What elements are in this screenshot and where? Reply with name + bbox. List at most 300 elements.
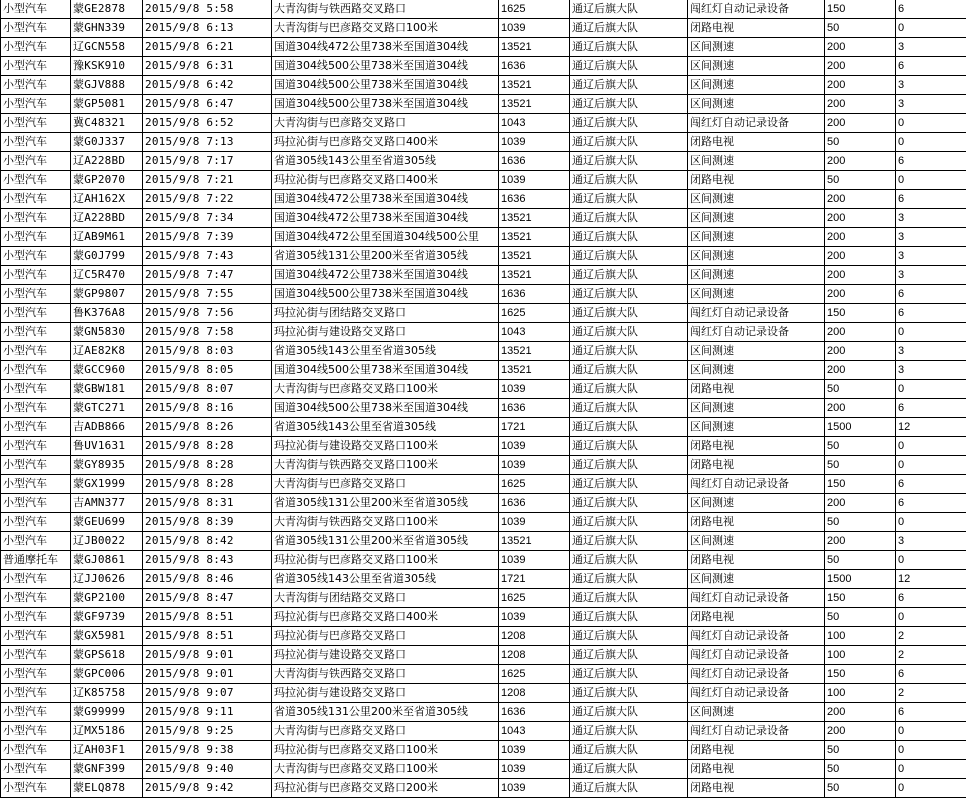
capture-method-cell[interactable]: 区间测速	[688, 703, 825, 722]
violation-code-cell[interactable]: 1208	[499, 627, 570, 646]
location-cell[interactable]: 国道304线500公里738米至国道304线	[272, 285, 499, 304]
brigade-cell[interactable]: 通辽后旗大队	[570, 475, 688, 494]
points-cell[interactable]: 0	[896, 114, 966, 133]
location-cell[interactable]: 大青沟街与团结路交叉路口	[272, 589, 499, 608]
points-cell[interactable]: 0	[896, 760, 966, 779]
datetime-cell[interactable]: 2015/9/8 8:51	[143, 608, 272, 627]
capture-method-cell[interactable]: 区间测速	[688, 399, 825, 418]
datetime-cell[interactable]: 2015/9/8 7:21	[143, 171, 272, 190]
violation-code-cell[interactable]: 1039	[499, 741, 570, 760]
location-cell[interactable]: 省道305线143公里至省道305线	[272, 418, 499, 437]
location-cell[interactable]: 国道304线472公里至国道304线500公里	[272, 228, 499, 247]
capture-method-cell[interactable]: 闭路电视	[688, 437, 825, 456]
capture-method-cell[interactable]: 区间测速	[688, 266, 825, 285]
plate-number-cell[interactable]: 辽AH03F1	[71, 741, 143, 760]
violation-code-cell[interactable]: 1043	[499, 323, 570, 342]
fine-amount-cell[interactable]: 150	[825, 0, 896, 19]
points-cell[interactable]: 3	[896, 38, 966, 57]
capture-method-cell[interactable]: 闭路电视	[688, 608, 825, 627]
vehicle-type-cell[interactable]: 小型汽车	[1, 722, 71, 741]
violation-code-cell[interactable]: 1039	[499, 608, 570, 627]
plate-number-cell[interactable]: 蒙GNF399	[71, 760, 143, 779]
fine-amount-cell[interactable]: 200	[825, 247, 896, 266]
location-cell[interactable]: 大青沟街与巴彦路交叉路口100米	[272, 760, 499, 779]
capture-method-cell[interactable]: 闭路电视	[688, 380, 825, 399]
location-cell[interactable]: 大青沟街与巴彦路交叉路口	[272, 114, 499, 133]
violation-code-cell[interactable]: 1039	[499, 171, 570, 190]
capture-method-cell[interactable]: 区间测速	[688, 418, 825, 437]
vehicle-type-cell[interactable]: 小型汽车	[1, 456, 71, 475]
capture-method-cell[interactable]: 闭路电视	[688, 133, 825, 152]
violation-code-cell[interactable]: 1039	[499, 19, 570, 38]
fine-amount-cell[interactable]: 50	[825, 513, 896, 532]
points-cell[interactable]: 6	[896, 285, 966, 304]
location-cell[interactable]: 大青沟街与铁西路交叉路口100米	[272, 513, 499, 532]
location-cell[interactable]: 省道305线143公里至省道305线	[272, 152, 499, 171]
brigade-cell[interactable]: 通辽后旗大队	[570, 19, 688, 38]
datetime-cell[interactable]: 2015/9/8 8:28	[143, 475, 272, 494]
violation-code-cell[interactable]: 1625	[499, 475, 570, 494]
brigade-cell[interactable]: 通辽后旗大队	[570, 209, 688, 228]
points-cell[interactable]: 3	[896, 266, 966, 285]
points-cell[interactable]: 0	[896, 133, 966, 152]
location-cell[interactable]: 大青沟街与巴彦路交叉路口	[272, 475, 499, 494]
capture-method-cell[interactable]: 闯红灯自动记录设备	[688, 475, 825, 494]
points-cell[interactable]: 0	[896, 741, 966, 760]
fine-amount-cell[interactable]: 150	[825, 665, 896, 684]
capture-method-cell[interactable]: 区间测速	[688, 95, 825, 114]
brigade-cell[interactable]: 通辽后旗大队	[570, 304, 688, 323]
points-cell[interactable]: 0	[896, 19, 966, 38]
location-cell[interactable]: 大青沟街与铁西路交叉路口	[272, 665, 499, 684]
violation-code-cell[interactable]: 13521	[499, 209, 570, 228]
points-cell[interactable]: 3	[896, 361, 966, 380]
violation-code-cell[interactable]: 1721	[499, 570, 570, 589]
vehicle-type-cell[interactable]: 普通摩托车	[1, 551, 71, 570]
points-cell[interactable]: 6	[896, 589, 966, 608]
location-cell[interactable]: 省道305线131公里200米至省道305线	[272, 703, 499, 722]
location-cell[interactable]: 省道305线143公里至省道305线	[272, 570, 499, 589]
location-cell[interactable]: 玛拉沁街与巴彦路交叉路口400米	[272, 133, 499, 152]
vehicle-type-cell[interactable]: 小型汽车	[1, 532, 71, 551]
plate-number-cell[interactable]: 蒙GPS618	[71, 646, 143, 665]
brigade-cell[interactable]: 通辽后旗大队	[570, 323, 688, 342]
capture-method-cell[interactable]: 区间测速	[688, 342, 825, 361]
points-cell[interactable]: 0	[896, 608, 966, 627]
brigade-cell[interactable]: 通辽后旗大队	[570, 665, 688, 684]
brigade-cell[interactable]: 通辽后旗大队	[570, 779, 688, 798]
violation-code-cell[interactable]: 1039	[499, 551, 570, 570]
vehicle-type-cell[interactable]: 小型汽车	[1, 589, 71, 608]
plate-number-cell[interactable]: 辽GCN558	[71, 38, 143, 57]
datetime-cell[interactable]: 2015/9/8 8:39	[143, 513, 272, 532]
vehicle-type-cell[interactable]: 小型汽车	[1, 399, 71, 418]
location-cell[interactable]: 省道305线143公里至省道305线	[272, 342, 499, 361]
violation-code-cell[interactable]: 1636	[499, 152, 570, 171]
location-cell[interactable]: 省道305线131公里200米至省道305线	[272, 494, 499, 513]
plate-number-cell[interactable]: 蒙GN5830	[71, 323, 143, 342]
datetime-cell[interactable]: 2015/9/8 7:39	[143, 228, 272, 247]
brigade-cell[interactable]: 通辽后旗大队	[570, 399, 688, 418]
points-cell[interactable]: 6	[896, 190, 966, 209]
datetime-cell[interactable]: 2015/9/8 9:01	[143, 646, 272, 665]
capture-method-cell[interactable]: 区间测速	[688, 285, 825, 304]
vehicle-type-cell[interactable]: 小型汽车	[1, 0, 71, 19]
fine-amount-cell[interactable]: 150	[825, 304, 896, 323]
violation-code-cell[interactable]: 1625	[499, 0, 570, 19]
points-cell[interactable]: 0	[896, 551, 966, 570]
brigade-cell[interactable]: 通辽后旗大队	[570, 0, 688, 19]
vehicle-type-cell[interactable]: 小型汽车	[1, 646, 71, 665]
points-cell[interactable]: 6	[896, 665, 966, 684]
plate-number-cell[interactable]: 蒙GF9739	[71, 608, 143, 627]
brigade-cell[interactable]: 通辽后旗大队	[570, 646, 688, 665]
location-cell[interactable]: 大青沟街与巴彦路交叉路口100米	[272, 380, 499, 399]
violation-code-cell[interactable]: 1039	[499, 779, 570, 798]
capture-method-cell[interactable]: 闯红灯自动记录设备	[688, 304, 825, 323]
fine-amount-cell[interactable]: 50	[825, 741, 896, 760]
plate-number-cell[interactable]: 辽JB0022	[71, 532, 143, 551]
plate-number-cell[interactable]: 鲁K376A8	[71, 304, 143, 323]
brigade-cell[interactable]: 通辽后旗大队	[570, 684, 688, 703]
capture-method-cell[interactable]: 闭路电视	[688, 19, 825, 38]
plate-number-cell[interactable]: 蒙GX1999	[71, 475, 143, 494]
capture-method-cell[interactable]: 闭路电视	[688, 513, 825, 532]
location-cell[interactable]: 国道304线500公里738米至国道304线	[272, 95, 499, 114]
vehicle-type-cell[interactable]: 小型汽车	[1, 247, 71, 266]
violation-code-cell[interactable]: 1721	[499, 418, 570, 437]
fine-amount-cell[interactable]: 200	[825, 494, 896, 513]
fine-amount-cell[interactable]: 200	[825, 228, 896, 247]
location-cell[interactable]: 玛拉沁街与建设路交叉路口100米	[272, 437, 499, 456]
datetime-cell[interactable]: 2015/9/8 8:42	[143, 532, 272, 551]
points-cell[interactable]: 0	[896, 323, 966, 342]
plate-number-cell[interactable]: 蒙GP5081	[71, 95, 143, 114]
points-cell[interactable]: 0	[896, 380, 966, 399]
plate-number-cell[interactable]: 蒙GJ0861	[71, 551, 143, 570]
datetime-cell[interactable]: 2015/9/8 7:34	[143, 209, 272, 228]
vehicle-type-cell[interactable]: 小型汽车	[1, 513, 71, 532]
points-cell[interactable]: 6	[896, 475, 966, 494]
points-cell[interactable]: 3	[896, 76, 966, 95]
vehicle-type-cell[interactable]: 小型汽车	[1, 684, 71, 703]
violation-code-cell[interactable]: 1636	[499, 285, 570, 304]
violation-code-cell[interactable]: 13521	[499, 247, 570, 266]
fine-amount-cell[interactable]: 50	[825, 133, 896, 152]
datetime-cell[interactable]: 2015/9/8 6:47	[143, 95, 272, 114]
datetime-cell[interactable]: 2015/9/8 7:17	[143, 152, 272, 171]
datetime-cell[interactable]: 2015/9/8 5:58	[143, 0, 272, 19]
location-cell[interactable]: 玛拉沁街与巴彦路交叉路口100米	[272, 741, 499, 760]
points-cell[interactable]: 2	[896, 684, 966, 703]
plate-number-cell[interactable]: 冀C48321	[71, 114, 143, 133]
datetime-cell[interactable]: 2015/9/8 8:03	[143, 342, 272, 361]
violation-code-cell[interactable]: 1636	[499, 494, 570, 513]
datetime-cell[interactable]: 2015/9/8 7:13	[143, 133, 272, 152]
vehicle-type-cell[interactable]: 小型汽车	[1, 475, 71, 494]
brigade-cell[interactable]: 通辽后旗大队	[570, 589, 688, 608]
violation-code-cell[interactable]: 1043	[499, 114, 570, 133]
datetime-cell[interactable]: 2015/9/8 9:01	[143, 665, 272, 684]
capture-method-cell[interactable]: 闯红灯自动记录设备	[688, 114, 825, 133]
plate-number-cell[interactable]: 蒙GY8935	[71, 456, 143, 475]
violation-code-cell[interactable]: 1039	[499, 437, 570, 456]
vehicle-type-cell[interactable]: 小型汽车	[1, 703, 71, 722]
vehicle-type-cell[interactable]: 小型汽车	[1, 494, 71, 513]
violation-code-cell[interactable]: 1208	[499, 646, 570, 665]
vehicle-type-cell[interactable]: 小型汽车	[1, 380, 71, 399]
datetime-cell[interactable]: 2015/9/8 8:51	[143, 627, 272, 646]
datetime-cell[interactable]: 2015/9/8 7:47	[143, 266, 272, 285]
plate-number-cell[interactable]: 蒙G0J799	[71, 247, 143, 266]
violation-code-cell[interactable]: 1039	[499, 760, 570, 779]
capture-method-cell[interactable]: 闯红灯自动记录设备	[688, 665, 825, 684]
points-cell[interactable]: 12	[896, 570, 966, 589]
capture-method-cell[interactable]: 区间测速	[688, 361, 825, 380]
capture-method-cell[interactable]: 闭路电视	[688, 551, 825, 570]
datetime-cell[interactable]: 2015/9/8 8:43	[143, 551, 272, 570]
brigade-cell[interactable]: 通辽后旗大队	[570, 247, 688, 266]
violation-code-cell[interactable]: 1625	[499, 589, 570, 608]
vehicle-type-cell[interactable]: 小型汽车	[1, 304, 71, 323]
vehicle-type-cell[interactable]: 小型汽车	[1, 285, 71, 304]
location-cell[interactable]: 国道304线472公里738米至国道304线	[272, 209, 499, 228]
datetime-cell[interactable]: 2015/9/8 6:52	[143, 114, 272, 133]
fine-amount-cell[interactable]: 200	[825, 285, 896, 304]
plate-number-cell[interactable]: 蒙GBW181	[71, 380, 143, 399]
vehicle-type-cell[interactable]: 小型汽车	[1, 342, 71, 361]
points-cell[interactable]: 3	[896, 228, 966, 247]
fine-amount-cell[interactable]: 1500	[825, 570, 896, 589]
fine-amount-cell[interactable]: 50	[825, 19, 896, 38]
fine-amount-cell[interactable]: 100	[825, 646, 896, 665]
plate-number-cell[interactable]: 蒙GX5981	[71, 627, 143, 646]
brigade-cell[interactable]: 通辽后旗大队	[570, 513, 688, 532]
brigade-cell[interactable]: 通辽后旗大队	[570, 342, 688, 361]
location-cell[interactable]: 玛拉沁街与巴彦路交叉路口100米	[272, 551, 499, 570]
datetime-cell[interactable]: 2015/9/8 8:28	[143, 456, 272, 475]
fine-amount-cell[interactable]: 200	[825, 323, 896, 342]
brigade-cell[interactable]: 通辽后旗大队	[570, 494, 688, 513]
brigade-cell[interactable]: 通辽后旗大队	[570, 532, 688, 551]
location-cell[interactable]: 大青沟街与巴彦路交叉路口100米	[272, 19, 499, 38]
points-cell[interactable]: 0	[896, 513, 966, 532]
plate-number-cell[interactable]: 辽A228BD	[71, 209, 143, 228]
violation-code-cell[interactable]: 13521	[499, 532, 570, 551]
datetime-cell[interactable]: 2015/9/8 9:25	[143, 722, 272, 741]
datetime-cell[interactable]: 2015/9/8 7:43	[143, 247, 272, 266]
datetime-cell[interactable]: 2015/9/8 6:31	[143, 57, 272, 76]
violation-code-cell[interactable]: 1208	[499, 684, 570, 703]
brigade-cell[interactable]: 通辽后旗大队	[570, 114, 688, 133]
fine-amount-cell[interactable]: 150	[825, 475, 896, 494]
datetime-cell[interactable]: 2015/9/8 6:42	[143, 76, 272, 95]
plate-number-cell[interactable]: 蒙ELQ878	[71, 779, 143, 798]
fine-amount-cell[interactable]: 200	[825, 532, 896, 551]
plate-number-cell[interactable]: 吉AMN377	[71, 494, 143, 513]
violation-code-cell[interactable]: 13521	[499, 228, 570, 247]
points-cell[interactable]: 6	[896, 152, 966, 171]
violation-code-cell[interactable]: 1043	[499, 722, 570, 741]
vehicle-type-cell[interactable]: 小型汽车	[1, 133, 71, 152]
fine-amount-cell[interactable]: 200	[825, 57, 896, 76]
datetime-cell[interactable]: 2015/9/8 8:07	[143, 380, 272, 399]
datetime-cell[interactable]: 2015/9/8 8:05	[143, 361, 272, 380]
points-cell[interactable]: 6	[896, 0, 966, 19]
datetime-cell[interactable]: 2015/9/8 7:22	[143, 190, 272, 209]
datetime-cell[interactable]: 2015/9/8 8:26	[143, 418, 272, 437]
plate-number-cell[interactable]: 蒙GP2070	[71, 171, 143, 190]
plate-number-cell[interactable]: 辽JJ0626	[71, 570, 143, 589]
plate-number-cell[interactable]: 辽A228BD	[71, 152, 143, 171]
violation-code-cell[interactable]: 1039	[499, 513, 570, 532]
datetime-cell[interactable]: 2015/9/8 8:47	[143, 589, 272, 608]
location-cell[interactable]: 国道304线472公里738米至国道304线	[272, 38, 499, 57]
points-cell[interactable]: 3	[896, 342, 966, 361]
fine-amount-cell[interactable]: 200	[825, 190, 896, 209]
capture-method-cell[interactable]: 区间测速	[688, 57, 825, 76]
brigade-cell[interactable]: 通辽后旗大队	[570, 285, 688, 304]
brigade-cell[interactable]: 通辽后旗大队	[570, 190, 688, 209]
capture-method-cell[interactable]: 闯红灯自动记录设备	[688, 0, 825, 19]
capture-method-cell[interactable]: 闯红灯自动记录设备	[688, 684, 825, 703]
plate-number-cell[interactable]: 蒙GHN339	[71, 19, 143, 38]
violation-code-cell[interactable]: 1039	[499, 133, 570, 152]
plate-number-cell[interactable]: 辽C5R470	[71, 266, 143, 285]
points-cell[interactable]: 3	[896, 247, 966, 266]
fine-amount-cell[interactable]: 200	[825, 152, 896, 171]
plate-number-cell[interactable]: 蒙GCC960	[71, 361, 143, 380]
points-cell[interactable]: 6	[896, 304, 966, 323]
datetime-cell[interactable]: 2015/9/8 8:16	[143, 399, 272, 418]
fine-amount-cell[interactable]: 50	[825, 437, 896, 456]
points-cell[interactable]: 3	[896, 532, 966, 551]
vehicle-type-cell[interactable]: 小型汽车	[1, 418, 71, 437]
plate-number-cell[interactable]: 蒙GE2878	[71, 0, 143, 19]
violation-code-cell[interactable]: 1636	[499, 399, 570, 418]
brigade-cell[interactable]: 通辽后旗大队	[570, 437, 688, 456]
fine-amount-cell[interactable]: 50	[825, 456, 896, 475]
brigade-cell[interactable]: 通辽后旗大队	[570, 57, 688, 76]
fine-amount-cell[interactable]: 200	[825, 266, 896, 285]
plate-number-cell[interactable]: 辽AE82K8	[71, 342, 143, 361]
capture-method-cell[interactable]: 区间测速	[688, 532, 825, 551]
points-cell[interactable]: 6	[896, 703, 966, 722]
capture-method-cell[interactable]: 区间测速	[688, 494, 825, 513]
capture-method-cell[interactable]: 闯红灯自动记录设备	[688, 589, 825, 608]
plate-number-cell[interactable]: 蒙GP2100	[71, 589, 143, 608]
plate-number-cell[interactable]: 吉ADB866	[71, 418, 143, 437]
vehicle-type-cell[interactable]: 小型汽车	[1, 38, 71, 57]
location-cell[interactable]: 玛拉沁街与巴彦路交叉路口400米	[272, 608, 499, 627]
location-cell[interactable]: 玛拉沁街与巴彦路交叉路口200米	[272, 779, 499, 798]
vehicle-type-cell[interactable]: 小型汽车	[1, 266, 71, 285]
points-cell[interactable]: 3	[896, 209, 966, 228]
points-cell[interactable]: 0	[896, 722, 966, 741]
fine-amount-cell[interactable]: 150	[825, 589, 896, 608]
points-cell[interactable]: 6	[896, 57, 966, 76]
fine-amount-cell[interactable]: 200	[825, 703, 896, 722]
brigade-cell[interactable]: 通辽后旗大队	[570, 741, 688, 760]
brigade-cell[interactable]: 通辽后旗大队	[570, 627, 688, 646]
brigade-cell[interactable]: 通辽后旗大队	[570, 380, 688, 399]
vehicle-type-cell[interactable]: 小型汽车	[1, 665, 71, 684]
capture-method-cell[interactable]: 闭路电视	[688, 456, 825, 475]
location-cell[interactable]: 玛拉沁街与团结路交叉路口	[272, 304, 499, 323]
location-cell[interactable]: 玛拉沁街与巴彦路交叉路口	[272, 627, 499, 646]
location-cell[interactable]: 国道304线500公里738米至国道304线	[272, 76, 499, 95]
plate-number-cell[interactable]: 蒙GEU699	[71, 513, 143, 532]
brigade-cell[interactable]: 通辽后旗大队	[570, 570, 688, 589]
capture-method-cell[interactable]: 区间测速	[688, 190, 825, 209]
fine-amount-cell[interactable]: 200	[825, 209, 896, 228]
points-cell[interactable]: 6	[896, 399, 966, 418]
brigade-cell[interactable]: 通辽后旗大队	[570, 703, 688, 722]
brigade-cell[interactable]: 通辽后旗大队	[570, 760, 688, 779]
brigade-cell[interactable]: 通辽后旗大队	[570, 95, 688, 114]
plate-number-cell[interactable]: 蒙G0J337	[71, 133, 143, 152]
datetime-cell[interactable]: 2015/9/8 7:58	[143, 323, 272, 342]
location-cell[interactable]: 玛拉沁街与巴彦路交叉路口400米	[272, 171, 499, 190]
brigade-cell[interactable]: 通辽后旗大队	[570, 456, 688, 475]
brigade-cell[interactable]: 通辽后旗大队	[570, 171, 688, 190]
brigade-cell[interactable]: 通辽后旗大队	[570, 722, 688, 741]
location-cell[interactable]: 大青沟街与铁西路交叉路口100米	[272, 456, 499, 475]
vehicle-type-cell[interactable]: 小型汽车	[1, 323, 71, 342]
capture-method-cell[interactable]: 闭路电视	[688, 171, 825, 190]
points-cell[interactable]: 0	[896, 437, 966, 456]
violation-code-cell[interactable]: 13521	[499, 76, 570, 95]
fine-amount-cell[interactable]: 200	[825, 95, 896, 114]
fine-amount-cell[interactable]: 200	[825, 342, 896, 361]
location-cell[interactable]: 国道304线472公里738米至国道304线	[272, 266, 499, 285]
points-cell[interactable]: 0	[896, 779, 966, 798]
datetime-cell[interactable]: 2015/9/8 9:42	[143, 779, 272, 798]
points-cell[interactable]: 2	[896, 646, 966, 665]
datetime-cell[interactable]: 2015/9/8 6:21	[143, 38, 272, 57]
plate-number-cell[interactable]: 蒙GTC271	[71, 399, 143, 418]
vehicle-type-cell[interactable]: 小型汽车	[1, 209, 71, 228]
violation-code-cell[interactable]: 1039	[499, 456, 570, 475]
plate-number-cell[interactable]: 辽MX5186	[71, 722, 143, 741]
fine-amount-cell[interactable]: 200	[825, 361, 896, 380]
points-cell[interactable]: 12	[896, 418, 966, 437]
vehicle-type-cell[interactable]: 小型汽车	[1, 361, 71, 380]
vehicle-type-cell[interactable]: 小型汽车	[1, 190, 71, 209]
datetime-cell[interactable]: 2015/9/8 9:07	[143, 684, 272, 703]
vehicle-type-cell[interactable]: 小型汽车	[1, 19, 71, 38]
location-cell[interactable]: 玛拉沁街与建设路交叉路口	[272, 646, 499, 665]
vehicle-type-cell[interactable]: 小型汽车	[1, 114, 71, 133]
datetime-cell[interactable]: 2015/9/8 9:38	[143, 741, 272, 760]
fine-amount-cell[interactable]: 50	[825, 171, 896, 190]
violation-code-cell[interactable]: 13521	[499, 361, 570, 380]
vehicle-type-cell[interactable]: 小型汽车	[1, 76, 71, 95]
vehicle-type-cell[interactable]: 小型汽车	[1, 741, 71, 760]
fine-amount-cell[interactable]: 50	[825, 608, 896, 627]
fine-amount-cell[interactable]: 1500	[825, 418, 896, 437]
fine-amount-cell[interactable]: 100	[825, 627, 896, 646]
brigade-cell[interactable]: 通辽后旗大队	[570, 228, 688, 247]
brigade-cell[interactable]: 通辽后旗大队	[570, 361, 688, 380]
datetime-cell[interactable]: 2015/9/8 7:55	[143, 285, 272, 304]
plate-number-cell[interactable]: 辽K85758	[71, 684, 143, 703]
fine-amount-cell[interactable]: 200	[825, 722, 896, 741]
violation-code-cell[interactable]: 13521	[499, 266, 570, 285]
vehicle-type-cell[interactable]: 小型汽车	[1, 171, 71, 190]
fine-amount-cell[interactable]: 200	[825, 76, 896, 95]
plate-number-cell[interactable]: 辽AH162X	[71, 190, 143, 209]
